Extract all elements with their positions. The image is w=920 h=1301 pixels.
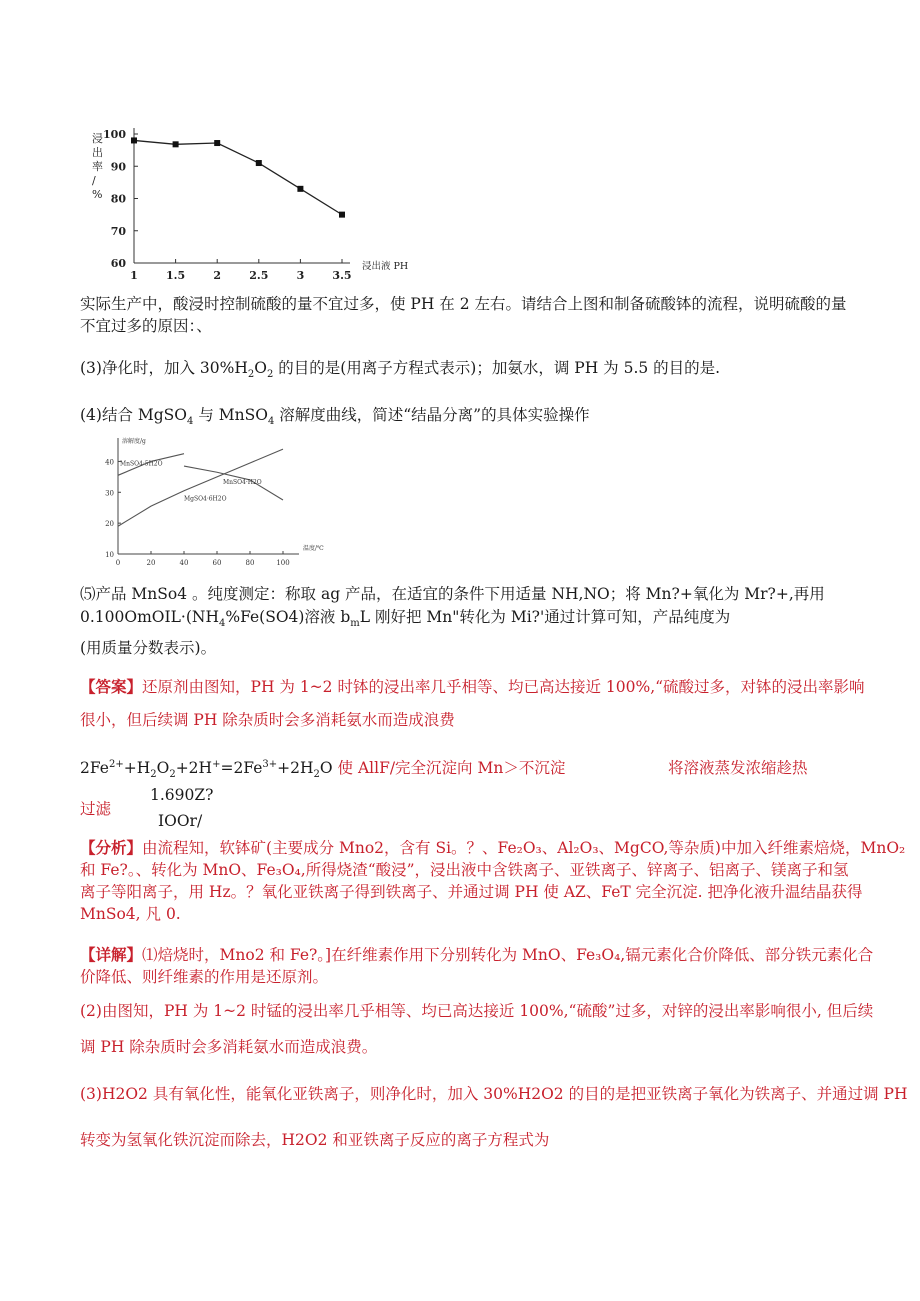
question-5-line-1: ⑸产品 MnSo4 。纯度测定：称取 ag 产品，在适宜的条件下用适量 NH,NO；将 Mn?+氧化为 Mr?+,再用: [80, 585, 825, 603]
leaching-rate-line: [134, 140, 342, 214]
detail-line-4: 调 PH 除杂质时会多消耗氨水而造成浪费。: [80, 1038, 378, 1056]
question-4: (4)结合 MgSO$_4$ 与 MnSO$_4$ 溶解度曲线，简述“结晶分离”的具体实验操作: [80, 406, 590, 428]
x-tick-label: 100: [276, 559, 290, 567]
paragraph-ph-control-1: 实际生产中，酸浸时控制硫酸的量不宜过多，使 PH 在 2 左右。请结合上图和制备硫酸钵的流程，说明硫酸的量: [80, 295, 847, 313]
x-tick-label: 0: [115, 559, 121, 567]
y-tick-label: 80: [110, 192, 126, 206]
data-point: [214, 140, 220, 146]
y-axis-label: 溶解度/g: [122, 438, 146, 445]
analysis-line-3: 离子等阳离子，用 Hz。？氧化亚铁离子得到铁离子、并通过调 PH 使 AZ、FeT 完全沉淀. 把净化液升温结晶获得: [80, 883, 863, 901]
analysis-line-4: MnSo4, 凡 0.: [80, 905, 181, 923]
question-5-line-3: (用质量分数表示)。: [80, 639, 217, 657]
y-tick-label: 100: [103, 128, 126, 141]
data-point: [256, 160, 262, 166]
question-3: (3)净化时，加入 $30\%H_2O_2$ 的目的是(用离子方程式表示)；加氨水，调 PH 为 5.5 的目的是.: [80, 359, 721, 381]
analysis-line-2: 和 Fe?。、转化为 MnO、Fe₃O₄,所得烧渣“酸浸”，浸出液中含铁离子、亚铁离子、锌离子、铝离子、镁离子和氢: [80, 861, 849, 879]
data-point: [173, 141, 179, 147]
detail-line-2: 价降低、则纤维素的作用是还原剂。: [80, 968, 329, 986]
solubility-chart: [96, 432, 336, 572]
data-point: [339, 212, 345, 218]
series-label: MgSO4·6H2O: [184, 495, 227, 503]
answer-filter: 过滤: [80, 800, 112, 818]
answer-evaporate: 将溶液蒸发浓缩趁热: [668, 759, 808, 777]
data-point: [131, 137, 137, 143]
paragraph-ph-control-2: 不宜过多的原因：、: [80, 317, 212, 335]
analysis-tag: 【分析】: [80, 838, 143, 857]
y-tick-label: 70: [110, 224, 126, 238]
x-axis-label: 浸出液 PH: [362, 261, 409, 272]
question-5-line-2: $0.100OmOIL\cdot(NH_4\%Fe(SO4)$溶液 $b_mL$ 刚好把 Mn"转化为 Mi?'通过计算可知，产品纯度为: [80, 608, 731, 630]
series-label: MnSO4·5H2O: [120, 460, 163, 468]
detail-line-5: (3)H2O2 具有氧化性，能氧化亚铁离子，则净化时，加入 30%H2O2 的目的是把亚铁离子氧化为铁离子、并通过调 PH: [80, 1085, 908, 1103]
analysis-line-1: 【分析】由流程知，软钵矿(主要成分 Mno2，含有 Si。？、Fe₂O₃、Al₂O₃、MgCO,等杂质)中加入纤维素焙烧，MnO₂: [80, 838, 906, 857]
detail-line-6: 转变为氢氧化铁沉淀而除去，H2O2 和亚铁离子反应的离子方程式为: [80, 1131, 550, 1149]
x-tick-label: 1.5: [166, 269, 186, 280]
y-tick-label: 60: [110, 257, 126, 270]
x-tick-label: 3.5: [332, 269, 352, 280]
x-tick-label: 20: [146, 559, 156, 567]
y-tick-label: 20: [105, 520, 114, 529]
x-tick-label: 2: [213, 269, 222, 280]
data-point: [297, 186, 303, 192]
x-tick-label: 1: [130, 269, 138, 280]
y-tick-label: 90: [110, 160, 126, 174]
x-axis-label: 温度/℃: [303, 545, 324, 552]
x-tick-label: 3: [296, 269, 305, 280]
answer-line-2: 很小，但后续调 PH 除杂质时会多消耗氨水而造成浪费: [80, 711, 455, 729]
answer-equation: $2Fe^{2+}+H_2O_2+2H^+=2Fe^{3+}+2H_2O$ 使 AllF/完全沉淀向 Mn＞不沉淀: [80, 758, 566, 781]
y-tick-label: 40: [105, 458, 114, 467]
answer-fraction-denominator: IOOr/: [158, 812, 203, 830]
series-label: MnSO4·H2O: [223, 479, 262, 487]
x-tick-label: 80: [245, 559, 255, 567]
y-tick-label: 30: [105, 489, 114, 498]
detail-line-3: (2)由图知，PH 为 1~2 时锰的浸出率几乎相等、均已高达接近 100%,“硫酸”过多，对锌的浸出率影响很小, 但后续: [80, 1002, 874, 1020]
detail-line-1: 【详解】⑴焙烧时，Mno2 和 Fe?。]在纤维素作用下分别转化为 MnO、Fe₃O₄,镉元素化合价降低、部分铁元素化合: [80, 945, 874, 964]
answer-line-1: 【答案】还原剂由图知，PH 为 1~2 时钵的浸出率几乎相等、均已高达接近 100%,“硫酸过多，对钵的浸出率影响: [80, 677, 865, 696]
y-tick-label: 10: [105, 551, 114, 559]
answer-tag: 【答案】: [80, 677, 143, 696]
answer-fraction-numerator: 1.690Z?: [150, 786, 214, 804]
x-tick-label: 2.5: [249, 269, 269, 280]
y-axis-label: 浸出率/ %: [92, 132, 103, 201]
detail-tag: 【详解】: [80, 945, 143, 964]
leaching-rate-chart: [82, 120, 422, 280]
x-tick-label: 40: [179, 559, 189, 567]
x-tick-label: 60: [212, 559, 222, 567]
